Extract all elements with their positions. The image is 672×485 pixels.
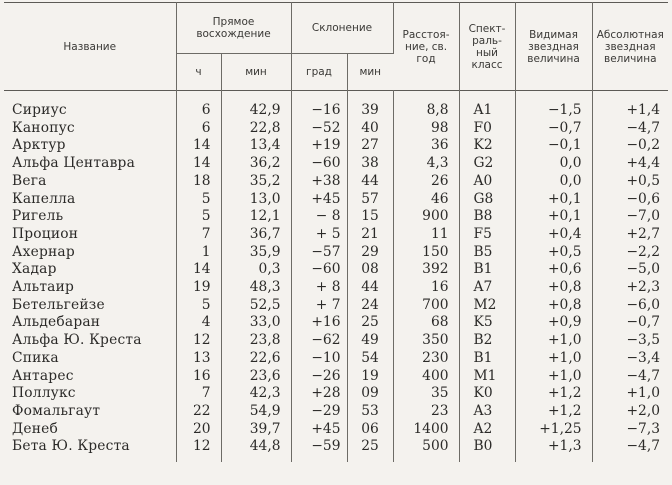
ra-hours-cell: 7 [176,226,221,244]
header-name: Название [4,3,176,91]
distance-cell: 46 [393,191,459,209]
star-name-cell: Ахернар [4,244,176,262]
visible-magnitude-cell: −1,5 [515,91,592,120]
ra-minutes-cell: 13,0 [221,191,291,209]
spectral-class-cell: A3 [459,403,515,421]
star-name-cell: Капелла [4,191,176,209]
table-row [4,297,668,315]
ra-minutes-cell: 44,8 [221,438,291,462]
absolute-magnitude-cell: −3,5 [626,332,661,349]
table-row [4,385,668,403]
distance-cell: 400 [393,368,459,386]
star-name-cell: Альфа Ю. Креста [4,332,176,350]
absolute-magnitude-cell: −4,7 [626,119,661,136]
spectral-class-cell: B8 [459,208,515,226]
spectral-class-cell: K5 [459,314,515,332]
dec-minutes-cell: 29 [347,244,393,262]
spectral-class-cell: B0 [459,438,515,462]
spectral-class-cell: K0 [459,385,515,403]
table-row [4,226,668,244]
absolute-magnitude-cell: −7,3 [626,420,661,437]
absolute-magnitude-cell: +4,4 [626,155,661,172]
dec-degrees-cell: + 8 [291,279,347,297]
absolute-magnitude-cell: +2,3 [626,279,661,296]
visible-magnitude-cell: +1,0 [515,332,592,350]
ra-minutes-cell: 42,9 [221,91,291,120]
distance-cell: 23 [393,403,459,421]
visible-magnitude-cell: +1,0 [515,368,592,386]
visible-magnitude-cell: +0,8 [515,297,592,315]
distance-cell: 26 [393,173,459,191]
absolute-magnitude-cell: +2,0 [626,402,661,419]
visible-magnitude-cell: +0,1 [515,191,592,209]
dec-minutes-cell: 38 [347,155,393,173]
table-row [4,350,668,368]
header-right-ascension: Прямое восхождение [176,3,291,54]
distance-cell: 392 [393,261,459,279]
table-row [4,173,668,191]
star-name-cell: Хадар [4,261,176,279]
ra-hours-cell: 1 [176,244,221,262]
spectral-class-cell: K2 [459,137,515,155]
header-dec-degrees: град [291,54,347,91]
ra-minutes-cell: 54,9 [221,403,291,421]
spectral-class-cell: M2 [459,297,515,315]
dec-minutes-cell: 44 [347,279,393,297]
ra-hours-cell: 5 [176,297,221,315]
star-name-cell: Процион [4,226,176,244]
header-spectral-class: Спект-раль-ный класс [459,3,515,91]
absolute-magnitude-cell: +1,0 [626,385,661,402]
dec-minutes-cell: 25 [347,314,393,332]
distance-cell: 8,8 [393,91,459,120]
bright-stars-table [4,2,668,462]
table-row [4,279,668,297]
distance-cell: 150 [393,244,459,262]
spectral-class-cell: B2 [459,332,515,350]
dec-minutes-cell: 39 [347,91,393,120]
ra-minutes-cell: 13,4 [221,137,291,155]
ra-minutes-cell: 22,8 [221,120,291,138]
header-ra-hours: ч [176,54,221,91]
dec-minutes-cell: 19 [347,368,393,386]
ra-hours-cell: 22 [176,403,221,421]
header-declination: Склонение [291,3,393,54]
visible-magnitude-cell: +1,2 [515,385,592,403]
ra-hours-cell: 19 [176,279,221,297]
ra-hours-cell: 5 [176,191,221,209]
visible-magnitude-cell: +1,0 [515,350,592,368]
dec-minutes-cell: 09 [347,385,393,403]
star-name-cell: Ригель [4,208,176,226]
dec-minutes-cell: 40 [347,120,393,138]
table-row [4,368,668,386]
distance-cell: 4,3 [393,155,459,173]
spectral-class-cell: A2 [459,421,515,439]
visible-magnitude-cell: 0,0 [515,173,592,191]
absolute-magnitude-cell: −3,4 [626,349,661,366]
dec-minutes-cell: 27 [347,137,393,155]
table-row [4,403,668,421]
ra-hours-cell: 14 [176,155,221,173]
distance-cell: 500 [393,438,459,462]
star-name-cell: Вега [4,173,176,191]
dec-degrees-cell: +38 [291,173,347,191]
visible-magnitude-cell: −0,7 [515,120,592,138]
table-row [4,421,668,439]
distance-cell: 36 [393,137,459,155]
dec-degrees-cell: + 7 [291,297,347,315]
distance-cell: 35 [393,385,459,403]
distance-cell: 350 [393,332,459,350]
dec-degrees-cell: +28 [291,385,347,403]
visible-magnitude-cell: +0,5 [515,244,592,262]
dec-minutes-cell: 25 [347,438,393,462]
visible-magnitude-cell: +0,9 [515,314,592,332]
dec-minutes-cell: 21 [347,226,393,244]
absolute-magnitude-cell: −0,7 [626,314,661,331]
visible-magnitude-cell: +1,3 [515,438,592,462]
visible-magnitude-cell: +0,1 [515,208,592,226]
spectral-class-cell: M1 [459,368,515,386]
spectral-class-cell: F0 [459,120,515,138]
table-row [4,191,668,209]
dec-degrees-cell: −52 [291,120,347,138]
star-name-cell: Канопус [4,120,176,138]
ra-hours-cell: 16 [176,368,221,386]
dec-degrees-cell: −59 [291,438,347,462]
header-dec-minutes: мин [347,54,393,91]
star-name-cell: Антарес [4,368,176,386]
star-name-cell: Спика [4,350,176,368]
dec-degrees-cell: +45 [291,191,347,209]
star-name-cell: Альфа Центавра [4,155,176,173]
visible-magnitude-cell: +0,4 [515,226,592,244]
visible-magnitude-cell: −0,1 [515,137,592,155]
ra-hours-cell: 6 [176,91,221,120]
star-name-cell: Арктур [4,137,176,155]
ra-hours-cell: 13 [176,350,221,368]
ra-minutes-cell: 35,9 [221,244,291,262]
distance-cell: 16 [393,279,459,297]
visible-magnitude-cell: +1,2 [515,403,592,421]
header-ra-minutes: мин [221,54,291,91]
ra-minutes-cell: 23,8 [221,332,291,350]
ra-minutes-cell: 22,6 [221,350,291,368]
ra-hours-cell: 14 [176,137,221,155]
header-visible-magnitude: Видимая звездная величина [515,3,592,91]
dec-degrees-cell: +45 [291,421,347,439]
dec-minutes-cell: 08 [347,261,393,279]
spectral-class-cell: B5 [459,244,515,262]
dec-minutes-cell: 49 [347,332,393,350]
star-name-cell: Поллукс [4,385,176,403]
distance-cell: 900 [393,208,459,226]
table-row [4,137,668,155]
star-name-cell: Бетельгейзе [4,297,176,315]
absolute-magnitude-cell: −2,2 [626,243,661,260]
distance-cell: 11 [393,226,459,244]
ra-hours-cell: 5 [176,208,221,226]
dec-degrees-cell: +16 [291,314,347,332]
ra-minutes-cell: 52,5 [221,297,291,315]
ra-hours-cell: 12 [176,332,221,350]
table-row [4,91,668,120]
dec-minutes-cell: 15 [347,208,393,226]
spectral-class-cell: G8 [459,191,515,209]
ra-minutes-cell: 33,0 [221,314,291,332]
visible-magnitude-cell: +0,6 [515,261,592,279]
spectral-class-cell: A7 [459,279,515,297]
star-name-cell: Бета Ю. Креста [4,438,176,462]
ra-minutes-cell: 35,2 [221,173,291,191]
star-name-cell: Альтаир [4,279,176,297]
dec-minutes-cell: 53 [347,403,393,421]
spectral-class-cell: G2 [459,155,515,173]
spectral-class-cell: A1 [459,91,515,120]
spectral-class-cell: F5 [459,226,515,244]
ra-hours-cell: 7 [176,385,221,403]
table-header [4,3,668,91]
dec-degrees-cell: −60 [291,155,347,173]
star-name-cell: Денеб [4,421,176,439]
spectral-class-cell: B1 [459,261,515,279]
dec-minutes-cell: 57 [347,191,393,209]
table-row [4,155,668,173]
dec-degrees-cell: −10 [291,350,347,368]
distance-cell: 230 [393,350,459,368]
dec-minutes-cell: 24 [347,297,393,315]
table-body [4,91,668,463]
ra-hours-cell: 4 [176,314,221,332]
ra-minutes-cell: 39,7 [221,421,291,439]
spectral-class-cell: A0 [459,173,515,191]
ra-minutes-cell: 36,2 [221,155,291,173]
visible-magnitude-cell: +0,8 [515,279,592,297]
absolute-magnitude-cell: −5,0 [626,261,661,278]
ra-minutes-cell: 36,7 [221,226,291,244]
table-row [4,314,668,332]
absolute-magnitude-cell: −6,0 [626,296,661,313]
dec-degrees-cell: −62 [291,332,347,350]
ra-hours-cell: 14 [176,261,221,279]
dec-degrees-cell: −29 [291,403,347,421]
dec-degrees-cell: +19 [291,137,347,155]
absolute-magnitude-cell: −0,6 [626,190,661,207]
dec-minutes-cell: 44 [347,173,393,191]
dec-degrees-cell: − 8 [291,208,347,226]
table-row [4,244,668,262]
absolute-magnitude-cell: −4,7 [626,367,661,384]
absolute-magnitude-cell: −4,7 [626,438,661,455]
star-name-cell: Фомальгаут [4,403,176,421]
absolute-magnitude-cell: +2,7 [626,225,661,242]
ra-hours-cell: 20 [176,421,221,439]
star-name-cell: Альдебаран [4,314,176,332]
distance-cell: 68 [393,314,459,332]
visible-magnitude-cell: 0,0 [515,155,592,173]
absolute-magnitude-cell: −7,0 [626,208,661,225]
absolute-magnitude-cell: −0,2 [626,137,661,154]
ra-minutes-cell: 48,3 [221,279,291,297]
header-absolute-magnitude: Абсолютная звездная величина [596,28,664,65]
dec-degrees-cell: + 5 [291,226,347,244]
dec-minutes-cell: 54 [347,350,393,368]
star-name-cell: Сириус [4,91,176,120]
absolute-magnitude-cell: +0,5 [626,172,661,189]
table-row [4,261,668,279]
distance-cell: 700 [393,297,459,315]
table-row [4,208,668,226]
dec-degrees-cell: −26 [291,368,347,386]
dec-degrees-cell: −16 [291,91,347,120]
table-row [4,120,668,138]
dec-minutes-cell: 06 [347,421,393,439]
header-distance: Расстоя-ние, св. год [393,3,459,91]
ra-minutes-cell: 0,3 [221,261,291,279]
distance-cell: 98 [393,120,459,138]
dec-degrees-cell: −57 [291,244,347,262]
ra-minutes-cell: 12,1 [221,208,291,226]
ra-hours-cell: 12 [176,438,221,462]
table-row [4,332,668,350]
spectral-class-cell: B1 [459,350,515,368]
distance-cell: 1400 [393,421,459,439]
ra-minutes-cell: 23,6 [221,368,291,386]
ra-hours-cell: 6 [176,120,221,138]
visible-magnitude-cell: +1,25 [515,421,592,439]
ra-minutes-cell: 42,3 [221,385,291,403]
ra-hours-cell: 18 [176,173,221,191]
table-row [4,438,668,462]
dec-degrees-cell: −60 [291,261,347,279]
absolute-magnitude-cell: +1,4 [626,102,661,118]
